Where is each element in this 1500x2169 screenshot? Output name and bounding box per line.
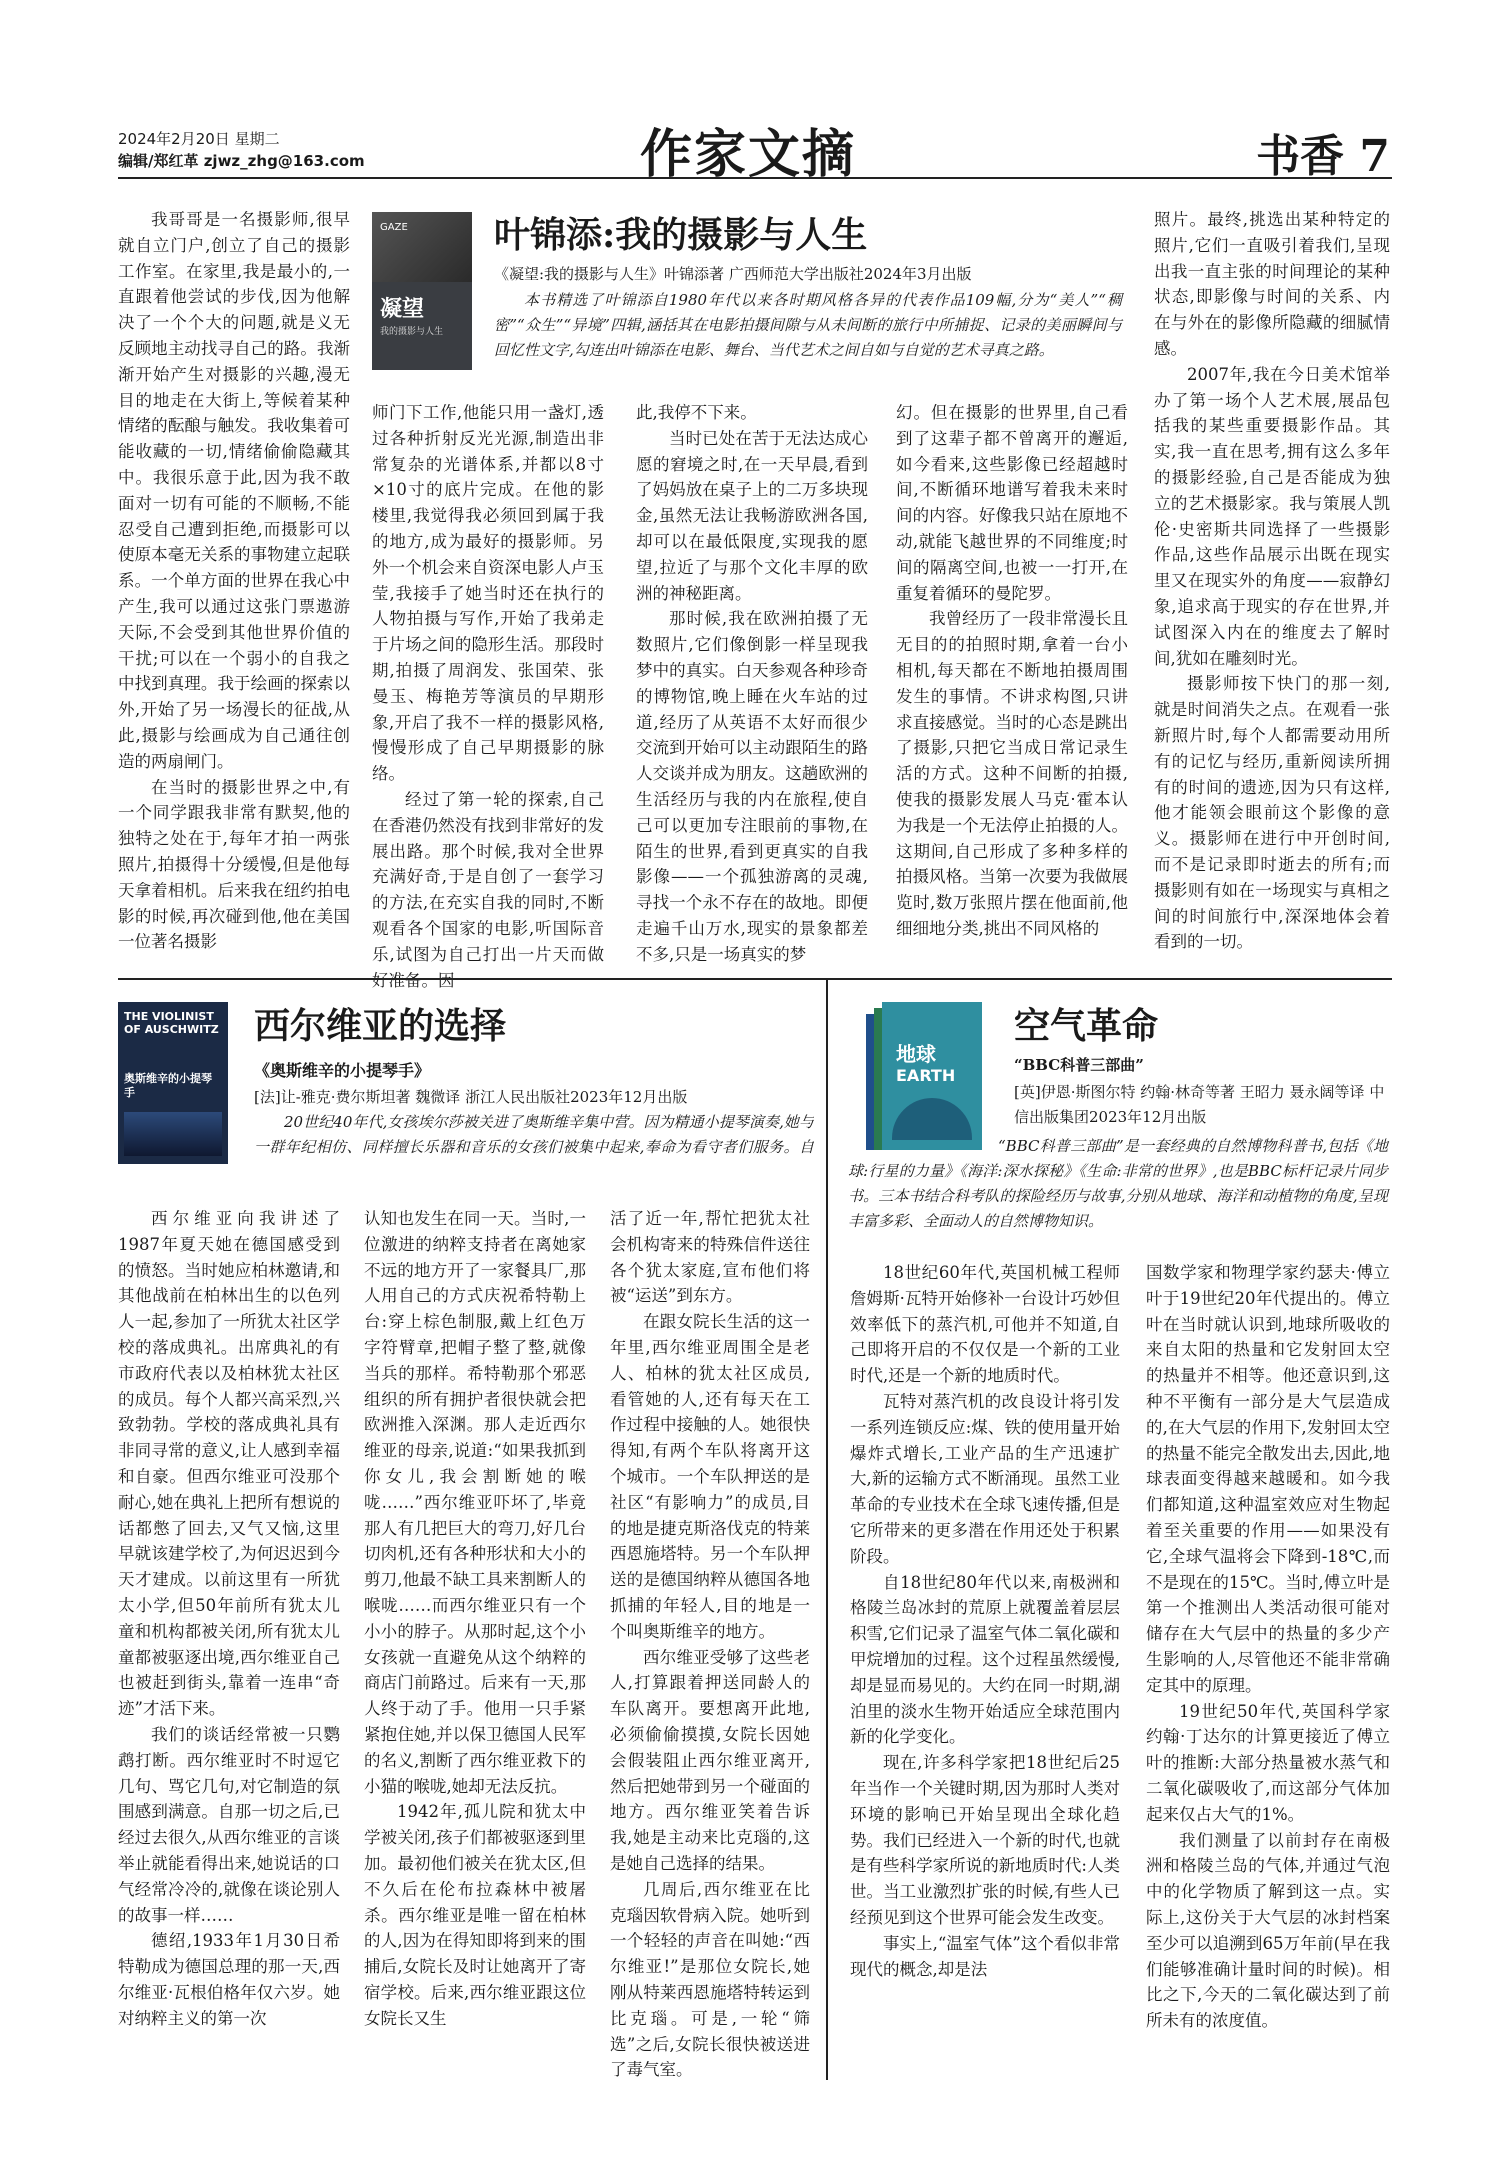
article3-col1 xyxy=(850,1260,1120,1982)
paragraph: 在跟女院长生活的这一年里,西尔维亚周围全是老人、柏林的犹太社区成员,看管她的人,还有每天在工作过程中接触的人。她很快得知,有两个车队将离开这个城市。一个车队押送的是社区“有影响力”的成员,目的地是捷克斯洛伐克的特莱西恩施塔特。另一个车队押送的是德国纳粹从德国各地抓捕的年轻人,目的地是一个叫奥斯维辛的地方。 xyxy=(610,1312,810,1641)
paragraph: 1942年,孤儿院和犹太中学被关闭,孩子们都被驱逐到里加。最初他们被关在犹太区,但不久后在伦布拉森林中被屠杀。西尔维亚是唯一留在柏林的人,因为在得知即将到来的围捕后,女院长及时让她离开了寄宿学校。后来,西尔维亚跟这位女院长又生 xyxy=(364,1802,586,2028)
article2-col2 xyxy=(364,1206,586,2032)
paragraph: 认知也发生在同一天。当时,一位激进的纳粹支持者在离她家不远的地方开了一家餐具厂,那人用自己的方式庆祝希特勒上台:穿上棕色制服,戴上红色万字符臂章,把帽子整了整,就像当兵的那样。希特勒那个邪恶组织的所有拥护者很快就会把欧洲推入深渊。那人走近西尔维亚的母亲,说道:“如果我抓到你女儿,我会割断她的喉咙……”西尔维亚吓坏了,毕竟那人有几把巨大的弯刀,好几台切肉机,还有各种形状和大小的剪刀,他最不缺工具来割断人的喉咙……而西尔维亚只有一个小小的脖子。从那时起,这个小女孩就一直避免从这个纳粹的商店门前路过。后来有一天,那人终于动了手。他用一只手紧紧抱住她,并以保卫德国人民军的名义,割断了西尔维亚救下的小猫的喉咙,她却无法反抗。 xyxy=(364,1209,586,1796)
article2-intro-a xyxy=(254,1110,814,1160)
article2-title: 西尔维亚的选择 xyxy=(254,1005,507,1047)
paragraph: 18世纪60年代,英国机械工程师詹姆斯·瓦特开始修补一台设计巧妙但效率低下的蒸汽机,可他并不知道,自己即将开启的不仅仅是一个新的工业时代,还是一个新的地质时代。 xyxy=(850,1263,1120,1386)
paragraph: 瓦特对蒸汽机的改良设计将引发一系列连锁反应:煤、铁的使用量开始爆炸式增长,工业产品的生产迅速扩大,新的运输方式不断涌现。虽然工业革命的专业技术在全球飞速传播,但是它所带来的更多潜在作用还处于积累阶段。 xyxy=(850,1391,1120,1566)
paragraph: 2007年,我在今日美术馆举办了第一场个人艺术展,展品包括我的某些重要摄影作品。其实,我一直在思考,拥有这么多年的摄影经验,自己是否能成为独立的艺术摄影家。我与策展人凯伦·史密斯共同选择了一些摄影作品,这些作品展示出既在现实里又在现实外的角度——寂静幻象,追求高于现实的存在世界,并试图深入内在的维度去了解时间,犹如在雕刻时光。 xyxy=(1154,364,1390,668)
article1-intro: 本书精选了叶锦添自1980年代以来各时期风格各异的代表作品109幅,分为“美人”“稠密”“众生”“异境”四辑,涵括其在电影拍摄间隙与从未间断的旅行中所捕捉、记录的美丽瞬间与回忆性文字,勾连出叶锦添在电影、舞台、当代艺术之间自如与自觉的艺术寻真之路。 xyxy=(494,291,1122,359)
paragraph: 此,我停不下来。 xyxy=(636,403,757,422)
paragraph: 事实上,“温室气体”这个看似非常现代的概念,却是法 xyxy=(850,1933,1120,1979)
cover-title: 凝望 xyxy=(380,296,425,322)
book-cover-gaze xyxy=(372,212,472,370)
paragraph: 德绍,1933年1月30日希特勒成为德国总理的那一天,西尔维亚·瓦根伯格年仅六岁。她对纳粹主义的第一次 xyxy=(118,1931,340,2028)
paragraph: 经过了第一轮的探索,自己在香港仍然没有找到非常好的发展出路。那个时候,我对全世界充满好奇,于是自创了一套学习的方法,在充实自我的同时,不断观看各个国家的电影,听国际音乐,试图为自己打出一片天而做好准备。因 xyxy=(372,789,604,990)
cover-subtitle: GAZE xyxy=(380,222,408,233)
paragraph: 在当时的摄影世界之中,有一个同学跟我非常有默契,他的独特之处在于,每年才拍一两张照片,拍摄得十分缓慢,但是他每天拿着相机。后来我在纽约拍电影的时候,再次碰到他,他在美国一位著名摄影 xyxy=(118,777,350,952)
book-cover-earth xyxy=(882,1002,982,1150)
article1-col3 xyxy=(636,400,868,968)
cover-title-cn: 奥斯维辛的小提琴手 xyxy=(124,1072,212,1099)
header-info xyxy=(118,128,365,172)
paragraph: 西尔维亚受够了这些老人,打算跟着押送同龄人的车队离开。要想离开此地,必须偷偷摸摸,女院长因她会假装阻止西尔维亚离开,然后把她带到另一个碰面的地方。西尔维亚笑着告诉我,她是主动来比克瑙的,这是她自己选择的结果。 xyxy=(610,1647,810,1873)
paragraph: 幻。但在摄影的世界里,自己看到了这辈子都不曾离开的邂逅,如今看来,这些影像已经超越时间,不断循环地谱写着我未来时间的内容。好像我只站在原地不动,就能飞越世界的不同维度;时间的隔离空间,也被一一打开,在重复着循环的曼陀罗。 xyxy=(896,403,1128,603)
article2-book: 《奥斯维辛的小提琴手》 xyxy=(254,1061,431,1080)
article2-col1 xyxy=(118,1206,340,2032)
article3-title: 空气革命 xyxy=(1014,1005,1159,1047)
article1-col4 xyxy=(896,400,1128,942)
paragraph: 活了近一年,帮忙把犹太社会机构寄来的特殊信件送往各个犹太家庭,宣布他们将被“运送”到东方。 xyxy=(610,1209,810,1306)
article1-source: 《凝望:我的摄影与人生》叶锦添著 广西师范大学出版社2024年3月出版 xyxy=(494,265,972,283)
paragraph: 摄影师按下快门的那一刻,就是时间消失之点。在观看一张新照片时,每个人都需要动用所有的记忆与经历,重新阅读所拥有的时间的遗迹,因为只有这样,他才能领会眼前这个影像的意义。摄影师在进行中开创时间,而不是记录即时逝去的所有;而摄影则有如在一场现实与真相之间的时间旅行中,深深地体会着看到的一切。 xyxy=(1154,674,1390,952)
paragraph: 西尔维亚向我讲述了1987年夏天她在德国感受到的愤怒。当时她应柏林邀请,和其他战前在柏林出生的以色列人一起,参加了一所犹太社区学校的落成典礼。出席典礼的有市政府代表以及柏林犹太社区的成员。每个人都兴高采烈,兴致勃勃。学校的落成典礼具有非同寻常的意义,让人感到幸福和自豪。但西尔维亚可没那个耐心,她在典礼上把所有想说的话都憋了回去,又气又恼,这里早就该建学校了,为何迟迟到今天才建成。以前这里有一所犹太小学,但50年前所有犹太儿童和机构都被关闭,所有犹太儿童都被驱逐出境,西尔维亚自己也被赶到街头,靠着一连串“奇迹”才活下来。 xyxy=(118,1209,340,1719)
paragraph: 我曾经历了一段非常漫长且无目的的拍照时期,拿着一台小相机,每天都在不断地拍摄周围发生的事情。不讲求构图,只讲求直接感觉。当时的心态是跳出了摄影,只把它当成日常记录生活的方式。这种不间断的拍摄,使我的摄影发展人马克·霍本认为我是一个无法停止拍摄的人。这期间,自己形成了多种多样的拍摄风格。当第一次要为我做展览时,数万张照片摆在他面前,他细细地分类,挑出不同风格的 xyxy=(896,609,1128,938)
article1-col1 xyxy=(118,207,350,955)
header-rule xyxy=(118,177,1392,179)
paragraph: 我们的谈话经常被一只鹦鹉打断。西尔维亚时不时逗它几句、骂它几句,对它制造的氛围感到满意。自那一切之后,已经过去很久,从西尔维亚的言谈举止就能看得出来,她说话的口气经常冷冷的,就像在谈论别人的故事一样…… xyxy=(118,1724,340,1925)
paragraph: 我哥哥是一名摄影师,很早就自立门户,创立了自己的摄影工作室。在家里,我是最小的,一直跟着他尝试的步伐,因为他解决了一个个大的问题,就是义无反顾地主动找寻自己的路。我渐渐开始产生对摄影的兴趣,漫无目的地走在大街上,等候着某种情绪的酝酿与触发。我收集着可能收藏的一切,情绪偷偷隐藏其中。我很乐意于此,因为我不敢面对一切有可能的不顺畅,不能忍受自己遭到拒绝,而摄影可以使原本毫无关系的事物建立起联系。一个单方面的世界在我心中产生,我可以通过这张门票遨游天际,不会受到其他世界价值的干扰;可以在一个弱小的自我之中找到真理。我于绘画的探索以外,开始了另一场漫长的征战,从此,摄影与绘画成为自己通往创造的两扇闸门。 xyxy=(118,210,350,771)
section-title: 书香 7 xyxy=(1256,131,1390,182)
editor-line: 编辑/郑红革 zjwz_zhg@163.com xyxy=(118,152,365,170)
article3-source: [英]伊恩·斯图尔特 约翰·林奇等著 王昭力 聂永阔等译 中信出版集团2023年12月出版 xyxy=(1014,1083,1385,1126)
paragraph: 师门下工作,他能只用一盏灯,透过各种折射反光光源,制造出非常复杂的光谱体系,并都以8寸×10寸的底片完成。在他的影楼里,我觉得我必须回到属于我的地方,成为最好的摄影师。另外一个机会来自资深电影人卢玉莹,我接手了她当时还在执行的人物拍摄与写作,开始了我弟走于片场之间的隐形生活。那段时期,拍摄了周润发、张国荣、张曼玉、梅艳芳等演员的早期形象,开启了我不一样的摄影风格,慢慢形成了自己早期摄影的脉络。 xyxy=(372,403,604,784)
article2-col3 xyxy=(610,1206,810,2083)
paragraph: 自18世纪80年代以来,南极洲和格陵兰岛冰封的荒原上就覆盖着层层积雪,它们记录了温室气体二氧化碳和甲烷增加的过程。这个过程虽然缓慢,却是显而易见的。大约在同一时期,湖泊里的淡水生物开始适应全球范围内新的化学变化。 xyxy=(850,1572,1120,1747)
paragraph: 19世纪50年代,英国科学家约翰·丁达尔的计算更接近了傅立叶的推断:大部分热量被水蒸气和二氧化碳吸收了,而这部分气体加起来仅占大气的1%。 xyxy=(1146,1701,1390,1824)
cover-caption: 我的摄影与人生 xyxy=(380,327,444,337)
column-divider xyxy=(826,980,828,2080)
article3-col2 xyxy=(1146,1260,1390,2034)
paragraph: 照片。最终,挑选出某种特定的照片,它们一直吸引着我们,呈现出我一直主张的时间理论的某种状态,即影像与时间的关系、内在与外在的影像所隐藏的细腻情感。 xyxy=(1154,210,1390,358)
paragraph: 那时候,我在欧洲拍摄了无数照片,它们像倒影一样呈现我梦中的真实。白天参观各种珍奇的博物馆,晚上睡在火车站的过道,经历了从英语不太好而很少交流到开始可以主动跟陌生的路人交谈并成为朋友。这趟欧洲的生活经历与我的内在旅程,使自己可以更加专注眼前的事物,在陌生的世界,看到更真实的自我影像——一个孤独游离的灵魂,寻找一个永不存在的故地。即便走遍千山万水,现实的景象都差不多,只是一场真实的梦 xyxy=(636,609,868,964)
paragraph: 几周后,西尔维亚在比克瑙因软骨病入院。她听到一个轻轻的声音在叫她:“西尔维亚!”是那位女院长,她刚从特莱西恩施塔特转运到比克瑙。可是,一轮“筛选”之后,女院长很快被送进了毒气室。 xyxy=(610,1879,810,2080)
article2-source: [法]让-雅克·费尔斯坦著 魏微译 浙江人民出版社2023年12月出版 xyxy=(254,1088,688,1106)
article3-tag: “BBC科普三部曲” xyxy=(1014,1056,1144,1074)
cover-title-en: THE VIOLINIST OF AUSCHWITZ xyxy=(124,1010,219,1036)
cover-title-earth-en: EARTH xyxy=(896,1066,956,1085)
article1-col5 xyxy=(1154,207,1390,955)
paragraph: 当时已处在苦于无法达成心愿的窘境之时,在一天早晨,看到了妈妈放在桌子上的二万多块现金,虽然无法让我畅游欧洲各国,却可以在最低限度,实现我的愿望,拉近了与那个文化丰厚的欧洲的神秘距离。 xyxy=(636,428,868,603)
masthead: 作家文摘 xyxy=(640,124,857,185)
article1-col2 xyxy=(372,400,604,993)
issue-date: 2024年2月20日 星期二 xyxy=(118,130,280,148)
article1-title: 叶锦添:我的摄影与人生 xyxy=(494,214,868,256)
article3-intro: “BBC科普三部曲”是一套经典的自然博物科普书,包括《地球:行星的力量》《海洋:深水探秘》《生命:非常的世界》,也是BBC标杆记录片同步书。三本书结合科考队的探险经历与故事,分别从地球、海洋和动植物的角度,呈现丰富多彩、全面动人的自然博物知识。 xyxy=(848,1137,1388,1230)
article1-bottom-rule xyxy=(118,978,1392,980)
paragraph: 我们测量了以前封存在南极洲和格陵兰岛的气体,并通过气泡中的化学物质了解到这一点。实际上,这份关于大气层的冰封档案至少可以追溯到65万年前(早在我们能够准确计量时间的时候)。相比之下,今天的二氧化碳达到了前所未有的浓度值。 xyxy=(1146,1830,1390,2031)
paragraph: 现在,许多科学家把18世纪后25年当作一个关键时期,因为那时人类对环境的影响已开始呈现出全球化趋势。我们已经进入一个新的时代,也就是有些科学家所说的新地质时代:人类世。当工业激烈扩张的时候,有些人已经预见到这个世界可能会发生改变。 xyxy=(850,1753,1120,1927)
cover-title-earth-cn: 地球 xyxy=(896,1042,936,1066)
article2-intro: 20世纪40年代,女孩埃尔莎被关进了奥斯维辛集中营。因为精通小提琴演奏,她与一群年纪相仿、同样擅长乐器和音乐的女孩们被集中起来,奉命为看守者们服务。自 xyxy=(254,1113,814,1156)
paragraph: 国数学家和物理学家约瑟夫·傅立叶于19世纪20年代提出的。傅立叶在当时就认识到,地球所吸收的来自太阳的热量和它发射回太空的热量并不相等。他还意识到,这种不平衡有一部分是大气层造成的,在大气层的作用下,发射回太空的热量不能完全散发出去,因此,地球表面变得越来越暖和。如今我们都知道,这种温室效应对生物起着至关重要的作用——如果没有它,全球气温将会下降到-18℃,而不是现在的15℃。当时,傅立叶是第一个推测出人类活动很可能对储存在大气层中的热量的多少产生影响的人,尽管他还不能非常确定其中的原理。 xyxy=(1146,1263,1390,1695)
book-cover-violinist xyxy=(118,1002,228,1164)
